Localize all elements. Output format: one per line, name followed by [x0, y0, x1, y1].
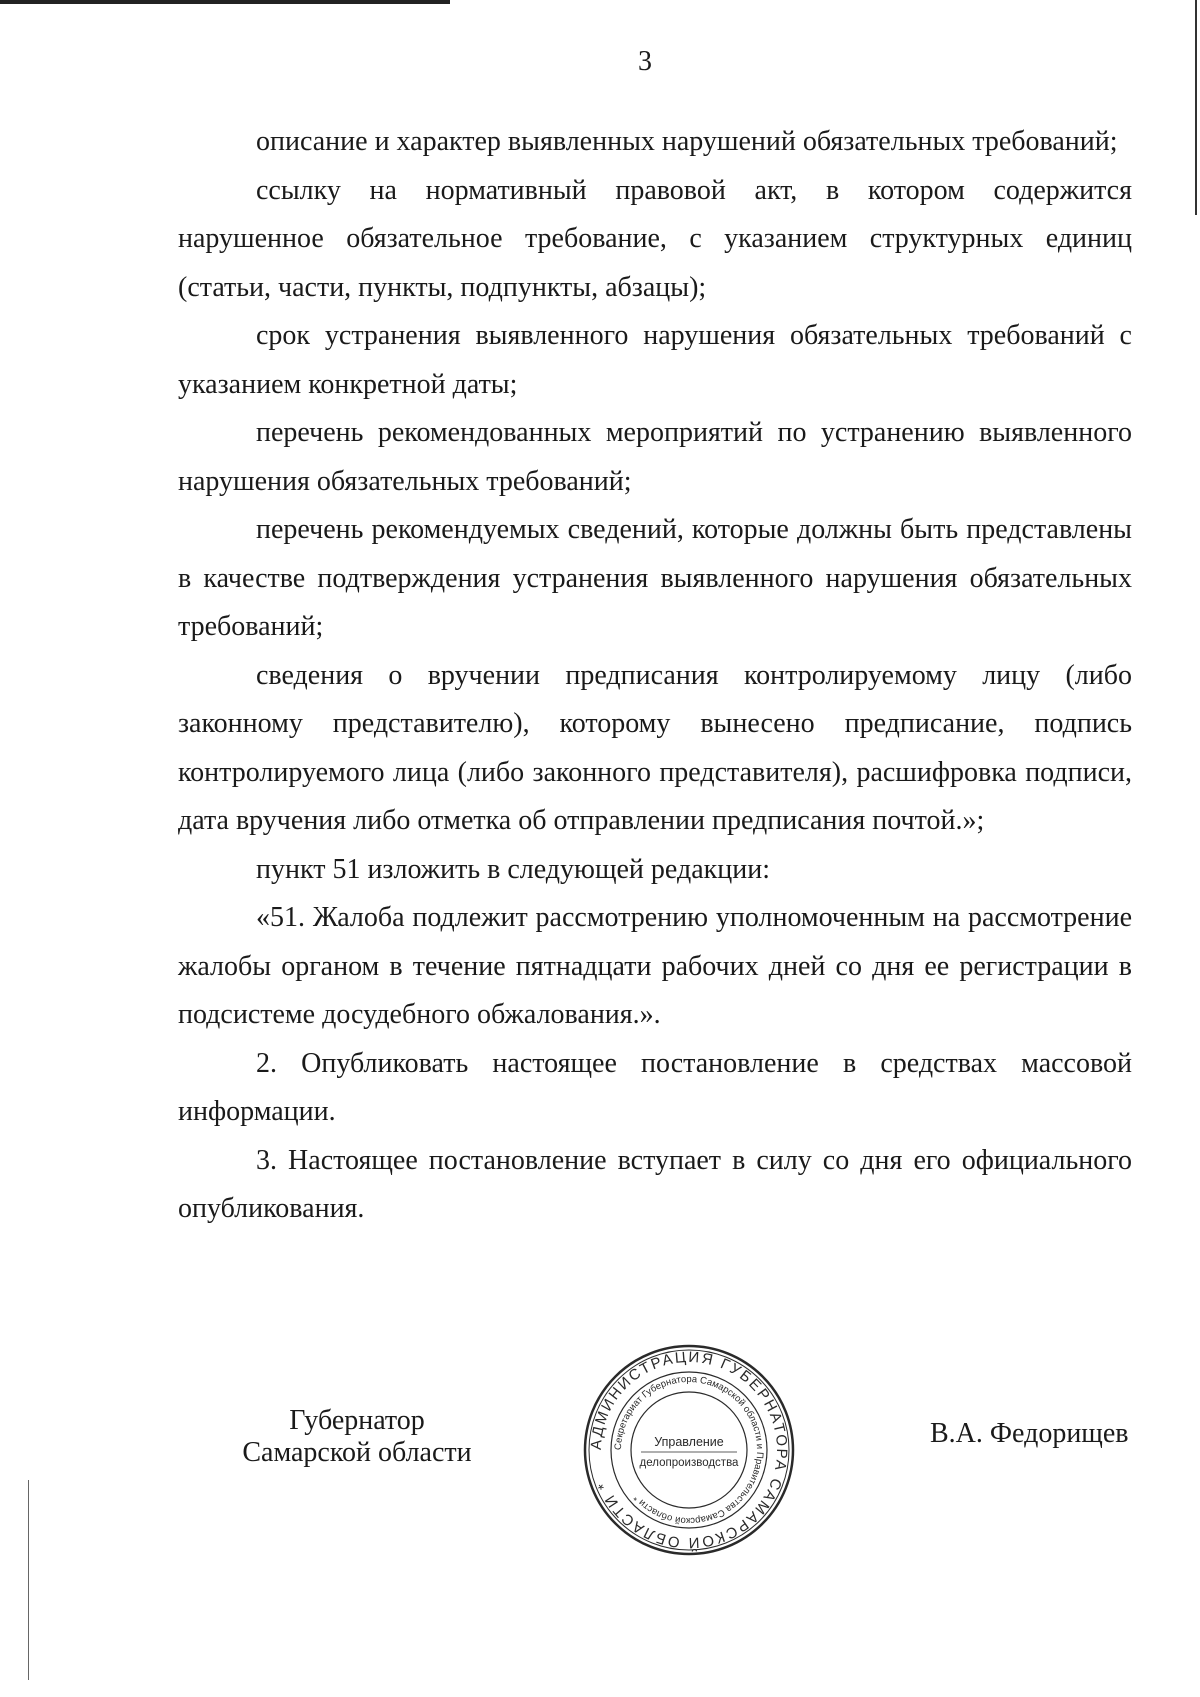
paragraph-recommended-information: перечень рекомендуемых сведений, которые должны быть представлены в качестве подтверждения устранения выявленного нарушения обязательных требований; [178, 514, 1132, 642]
scan-edge-right [1195, 0, 1197, 215]
paragraph-item-3: 3. Настоящее постановление вступает в силу со дня его официального опубликования. [178, 1144, 1132, 1224]
paragraph-clause-51-intro: пункт 51 изложить в следующей редакции: [256, 853, 770, 885]
stamp-inner-text: Секретариат Губернатора Самарской области и Правительства Самарской области * [612, 1373, 766, 1527]
scan-edge-top [0, 0, 450, 4]
signatory-name: В.А. Федорищев [930, 1418, 1129, 1449]
signature-block [0, 1348, 1200, 1695]
page-number: 3 [638, 46, 652, 77]
official-seal-stamp [579, 1340, 799, 1560]
signatory-position-line-2: Самарской области [242, 1437, 472, 1468]
paragraph-recommended-measures: перечень рекомендованных мероприятий по устранению выявленного нарушения обязательных требований; [178, 417, 1132, 497]
paragraph-item-2: 2. Опубликовать настоящее постановление в средствах массовой информации. [178, 1047, 1132, 1127]
paragraph-violation-description: описание и характер выявленных нарушений обязательных требований; [256, 126, 1118, 157]
paragraph-delivery-information: сведения о вручении предписания контролируемому лицу (либо законному представителю), которому вынесено предписание, подпись контролируемого лица (либо законного представителя), расшифровка подписи, дата вручения либо отметка об отправлении предписания почтой.»; [178, 659, 1132, 836]
paragraph-clause-51-text: «51. Жалоба подлежит рассмотрению уполномоченным на рассмотрение жалобы органом в течение пятнадцати рабочих дней со дня ее регистрации в подсистеме досудебного обжалования.». [178, 902, 1132, 1030]
signatory-position-line-1: Губернатор [289, 1405, 425, 1436]
paragraph-legal-act-reference: ссылку на нормативный правовой акт, в котором содержится нарушенное обязательное требование, с указанием структурных единиц (статьи, части, пункты, подпункты, абзацы); [178, 174, 1132, 303]
stamp-center-line-1: Управление [654, 1435, 724, 1449]
paragraph-deadline: срок устранения выявленного нарушения обязательных требований с указанием конкретной даты; [178, 320, 1132, 400]
document-body [178, 118, 1132, 1234]
stamp-center-line-2: делопроизводства [639, 1457, 739, 1469]
stamp-outer-text: АДМИНИСТРАЦИЯ ГУБЕРНАТОРА САМАРСКОЙ ОБЛАСТИ * [587, 1348, 791, 1552]
signatory-position [222, 1405, 492, 1469]
